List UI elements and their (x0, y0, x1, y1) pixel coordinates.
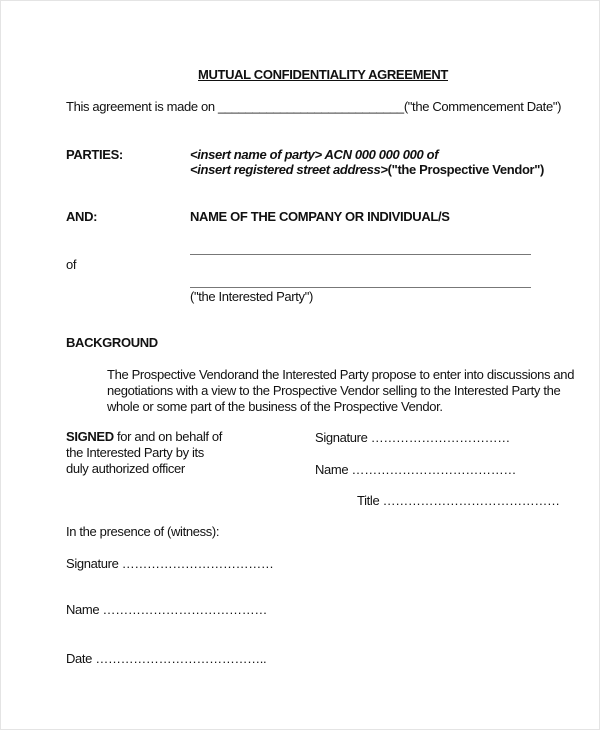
background-line: negotiations with a view to the Prospective Vendor selling to the Interested Party the (107, 383, 561, 398)
witness-name-field[interactable]: Name ………………………………… (66, 602, 267, 617)
document-title: MUTUAL CONFIDENTIALITY AGREEMENT (198, 67, 448, 82)
parties-label: PARTIES: (66, 147, 123, 162)
witness-heading: In the presence of (witness): (66, 524, 220, 539)
signed-label: SIGNED (66, 429, 114, 444)
intro-line (66, 99, 561, 115)
party-address-line (190, 162, 544, 178)
company-address-line[interactable] (190, 287, 531, 288)
party-name-field[interactable]: Name ………………………………… (315, 462, 516, 477)
intro-suffix: ("the Commencement Date") (403, 99, 562, 114)
intro-prefix: This agreement is made on (66, 99, 215, 114)
background-line: whole or some part of the business of the Prospective Vendor. (107, 399, 443, 414)
signed-line-3: duly authorized officer (66, 461, 185, 476)
prospective-vendor-label: ("the Prospective Vendor") (387, 162, 545, 177)
company-name-line[interactable] (190, 254, 531, 255)
commencement-date-blank[interactable]: ___________________________ (218, 99, 404, 114)
signed-line-1 (66, 429, 222, 445)
of-label: of (66, 257, 77, 272)
party-title-field[interactable]: Title …………………………………… (357, 493, 560, 508)
party-name-placeholder: <insert name of party> ACN 000 000 000 of (190, 147, 439, 162)
company-name-heading: NAME OF THE COMPANY OR INDIVIDUAL/S (190, 209, 450, 224)
party-signature-field[interactable]: Signature …………………………… (315, 430, 510, 445)
interested-party-label: ("the Interested Party") (190, 289, 313, 304)
witness-date-field[interactable]: Date ………………………………….. (66, 651, 267, 666)
signed-text: for and on behalf of (113, 429, 223, 444)
signed-line-2: the Interested Party by its (66, 445, 204, 460)
party-address-placeholder: <insert registered street address> (190, 162, 388, 177)
background-heading: BACKGROUND (66, 335, 158, 350)
background-line: The Prospective Vendorand the Interested Party propose to enter into discussions and (107, 367, 575, 382)
and-label: AND: (66, 209, 98, 224)
witness-signature-field[interactable]: Signature ……………………………… (66, 556, 274, 571)
